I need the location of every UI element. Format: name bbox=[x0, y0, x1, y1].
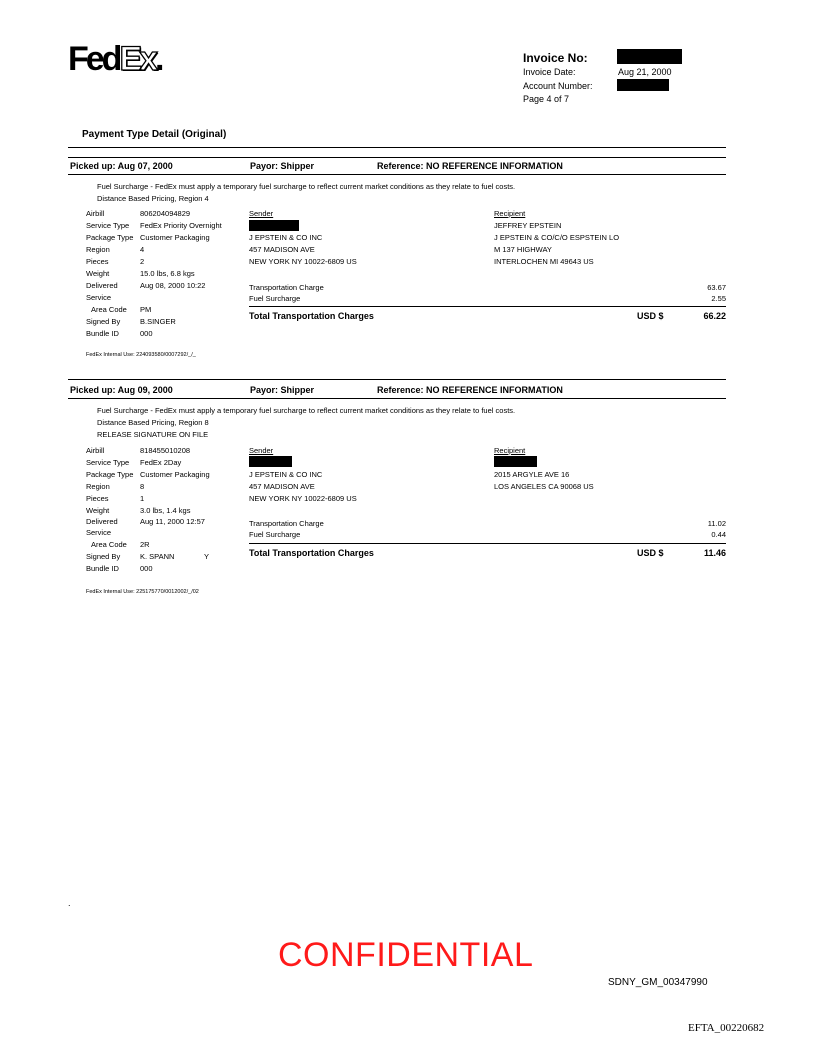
shipment-2-internal-use: FedEx Internal Use: 225175770/0012002/_/02 bbox=[86, 589, 199, 595]
shipment-2-service-type: FedEx 2Day bbox=[140, 458, 182, 467]
invoice-date-label: Invoice Date: bbox=[523, 67, 576, 77]
currency-label: USD $ bbox=[637, 311, 664, 321]
shipment-2-reference: Reference: NO REFERENCE INFORMATION bbox=[377, 385, 563, 395]
shipment-1-signed-by: B.SINGER bbox=[140, 317, 176, 326]
shipment-1-note: Fuel Surcharge - FedEx must apply a temporary fuel surcharge to reflect current market conditions as they relate to fuel costs. bbox=[97, 182, 516, 191]
shipment-1-recipient-line: J EPSTEIN & CO/C/O ESPSTEIN LO bbox=[494, 233, 620, 242]
shipment-2-package-type: Customer Packaging bbox=[140, 470, 210, 479]
shipment-1-payor: Payor: Shipper bbox=[250, 161, 315, 171]
airbill-label: Airbill bbox=[86, 209, 105, 218]
shipment-1-total-rule bbox=[249, 306, 726, 307]
shipment-1-top-rule bbox=[68, 157, 726, 158]
area-code-label: Area Code bbox=[91, 540, 127, 549]
shipment-1-area-code: PM bbox=[140, 305, 152, 314]
package-type-label: Package Type bbox=[86, 470, 134, 479]
shipment-2-top-rule bbox=[68, 379, 726, 380]
service-label: Service bbox=[86, 293, 112, 302]
service-label: Service bbox=[86, 528, 112, 537]
shipment-1-sender-line: J EPSTEIN & CO INC bbox=[249, 233, 323, 242]
pieces-label: Pieces bbox=[86, 257, 109, 266]
bates-number-sdny: SDNY_GM_00347990 bbox=[608, 977, 708, 988]
shipment-1-note: Distance Based Pricing, Region 4 bbox=[97, 194, 209, 203]
shipment-2-delivered: Aug 11, 2000 12:57 bbox=[140, 517, 205, 526]
sender-heading: Sender bbox=[249, 209, 274, 218]
shipment-2-weight: 3.0 lbs, 1.4 kgs bbox=[140, 506, 191, 515]
shipment-1-service-type: FedEx Priority Overnight bbox=[140, 221, 222, 230]
currency-label: USD $ bbox=[637, 548, 664, 558]
shipment-2-region: 8 bbox=[140, 482, 145, 491]
fedex-logo bbox=[68, 42, 165, 76]
redacted-recipient-name bbox=[494, 456, 537, 467]
stray-dot: . bbox=[68, 898, 71, 908]
shipment-1-bundle-id: 000 bbox=[140, 329, 153, 338]
area-code-label: Area Code bbox=[91, 305, 127, 314]
logo-fed-text: Fed bbox=[68, 40, 120, 78]
recipient-heading: Recipient bbox=[494, 446, 526, 455]
shipment-2-pieces: 1 bbox=[140, 494, 145, 503]
bundle-id-label: Bundle ID bbox=[86, 564, 119, 573]
redacted-sender-name bbox=[249, 220, 299, 231]
bates-number-efta: EFTA_00220682 bbox=[688, 1022, 765, 1034]
recipient-heading: Recipient bbox=[494, 209, 526, 218]
shipment-2-recipient-line: LOS ANGELES CA 90068 US bbox=[494, 482, 594, 491]
delivered-label: Delivered bbox=[86, 281, 118, 290]
confidential-stamp: CONFIDENTIAL bbox=[278, 936, 534, 974]
shipment-1-recipient-line: INTERLOCHEN MI 49643 US bbox=[494, 257, 594, 266]
shipment-2-transportation-charge: 11.02 bbox=[707, 519, 726, 528]
shipment-1-sender-line: 457 MADISON AVE bbox=[249, 245, 315, 254]
logo-ex-text: Ex bbox=[119, 40, 156, 78]
shipment-2-total: 11.46 bbox=[703, 548, 726, 558]
section-rule bbox=[68, 147, 726, 148]
shipment-1-pieces: 2 bbox=[140, 257, 145, 266]
delivered-label: Delivered bbox=[86, 517, 118, 526]
shipment-1-reference: Reference: NO REFERENCE INFORMATION bbox=[377, 161, 563, 171]
page-indicator: Page 4 of 7 bbox=[523, 94, 570, 104]
bundle-id-label: Bundle ID bbox=[86, 329, 119, 338]
shipment-1-header-rule bbox=[68, 174, 726, 175]
shipment-2-total-rule bbox=[249, 543, 726, 544]
pieces-label: Pieces bbox=[86, 494, 109, 503]
signed-by-label: Signed By bbox=[86, 552, 121, 561]
package-type-label: Package Type bbox=[86, 233, 134, 242]
total-charges-label: Total Transportation Charges bbox=[249, 548, 374, 558]
shipment-2-sender-line: 457 MADISON AVE bbox=[249, 482, 315, 491]
redacted-account-number bbox=[617, 79, 669, 91]
shipment-1-weight: 15.0 lbs, 6.8 kgs bbox=[140, 269, 195, 278]
shipment-1-fuel-surcharge: 2.55 bbox=[711, 294, 726, 303]
shipment-2-sender-line: NEW YORK NY 10022-6809 US bbox=[249, 494, 357, 503]
region-label: Region bbox=[86, 245, 110, 254]
fuel-surcharge-label: Fuel Surcharge bbox=[249, 530, 301, 539]
shipment-2-recipient-line: 2015 ARGYLE AVE 16 bbox=[494, 470, 570, 479]
transportation-charge-label: Transportation Charge bbox=[249, 519, 324, 528]
account-number-label: Account Number: bbox=[523, 81, 593, 91]
weight-label: Weight bbox=[86, 269, 110, 278]
transportation-charge-label: Transportation Charge bbox=[249, 283, 324, 292]
shipment-1-internal-use: FedEx Internal Use: 224093580/0007292/_/_ bbox=[86, 352, 196, 358]
shipment-2-airbill: 818455010208 bbox=[140, 446, 191, 455]
shipment-2-header-rule bbox=[68, 398, 726, 399]
shipment-2-note: Distance Based Pricing, Region 8 bbox=[97, 418, 209, 427]
shipment-1-transportation-charge: 63.67 bbox=[707, 283, 726, 292]
shipment-2-picked-up: Picked up: Aug 09, 2000 bbox=[70, 385, 173, 395]
shipment-2-signed-flag: Y bbox=[204, 552, 210, 561]
shipment-1-airbill: 806204094829 bbox=[140, 209, 191, 218]
shipment-2-bundle-id: 000 bbox=[140, 564, 153, 573]
shipment-1-recipient-line: M 137 HIGHWAY bbox=[494, 245, 552, 254]
shipment-1-delivered: Aug 08, 2000 10:22 bbox=[140, 281, 206, 290]
service-type-label: Service Type bbox=[86, 221, 130, 230]
shipment-1-picked-up: Picked up: Aug 07, 2000 bbox=[70, 161, 173, 171]
shipment-2-payor: Payor: Shipper bbox=[250, 385, 315, 395]
shipment-1-total: 66.22 bbox=[703, 311, 726, 321]
service-type-label: Service Type bbox=[86, 458, 130, 467]
logo-dot: . bbox=[155, 40, 165, 78]
redacted-invoice-number bbox=[617, 49, 682, 64]
signed-by-label: Signed By bbox=[86, 317, 121, 326]
invoice-date-value: Aug 21, 2000 bbox=[618, 67, 672, 77]
sender-heading: Sender bbox=[249, 446, 274, 455]
invoice-no-label: Invoice No: bbox=[523, 51, 588, 65]
section-title: Payment Type Detail (Original) bbox=[82, 129, 227, 140]
shipment-1-package-type: Customer Packaging bbox=[140, 233, 210, 242]
shipment-2-signed-by: K. SPANN bbox=[140, 552, 175, 561]
shipment-2-sender-line: J EPSTEIN & CO INC bbox=[249, 470, 323, 479]
shipment-2-note: Fuel Surcharge - FedEx must apply a temporary fuel surcharge to reflect current market conditions as they relate to fuel costs. bbox=[97, 406, 516, 415]
fuel-surcharge-label: Fuel Surcharge bbox=[249, 294, 301, 303]
shipment-1-recipient-line: JEFFREY EPSTEIN bbox=[494, 221, 562, 230]
total-charges-label: Total Transportation Charges bbox=[249, 311, 374, 321]
shipment-2-note: RELEASE SIGNATURE ON FILE bbox=[97, 430, 209, 439]
region-label: Region bbox=[86, 482, 110, 491]
weight-label: Weight bbox=[86, 506, 110, 515]
shipment-1-sender-line: NEW YORK NY 10022-6809 US bbox=[249, 257, 357, 266]
redacted-sender-name bbox=[249, 456, 292, 467]
shipment-1-region: 4 bbox=[140, 245, 145, 254]
shipment-2-area-code: 2R bbox=[140, 540, 150, 549]
airbill-label: Airbill bbox=[86, 446, 105, 455]
shipment-2-fuel-surcharge: 0.44 bbox=[711, 530, 726, 539]
